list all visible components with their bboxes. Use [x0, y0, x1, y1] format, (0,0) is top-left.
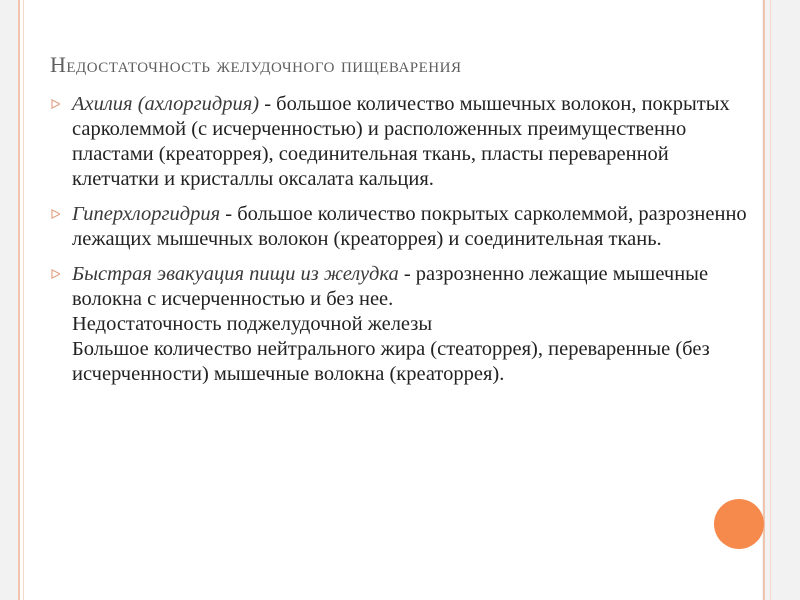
bullet-term: Гиперхлоргидрия: [72, 203, 221, 225]
pancreas-insufficiency-text: Большое количество нейтрального жира (стеаторрея), переваренные (без исчерченности) мышечные волокна (креаторрея).: [72, 338, 710, 385]
right-border-rule-thin: [770, 0, 771, 600]
bullet-item-hyperchlorhydria: [50, 202, 750, 252]
bullet-text: - большое количество покрытых сарколеммой, разрозненно лежащих мышечных волокон (креаторрея) и соединительная ткань.: [72, 203, 747, 250]
chevron-bullet-icon: ᐅ: [50, 208, 61, 223]
chevron-bullet-icon: ᐅ: [50, 268, 61, 283]
left-border-rule: [18, 0, 20, 600]
bullet-term: Быстрая эвакуация пищи из желудка: [72, 263, 399, 285]
bullet-item-fast-evacuation: [50, 262, 750, 312]
slide-content: [50, 92, 750, 387]
orange-circle-decoration: [714, 499, 764, 549]
bullet-text: - большое количество мышечных волокон, покрытых сарколеммой (с исчерченностью) и расположенных преимущественно пластами (креаторрея), соединительная ткань, пласты переваренной клетчатки и кристаллы оксалата кальция.: [72, 93, 730, 190]
slide-title: Недостаточность желудочного пищеварения: [50, 52, 462, 77]
right-border-rule: [763, 0, 765, 600]
bullet-item-achylia: [50, 92, 750, 192]
left-border-rule-thin: [23, 0, 24, 600]
pancreas-insufficiency-heading: Недостаточность поджелудочной железы: [72, 313, 433, 335]
bullet-text: - разрозненно лежащие мышечные волокна с исчерченностью и без нее.: [72, 263, 709, 310]
chevron-bullet-icon: ᐅ: [50, 98, 61, 113]
bullet-term: Ахилия (ахлоргидрия): [72, 93, 260, 115]
